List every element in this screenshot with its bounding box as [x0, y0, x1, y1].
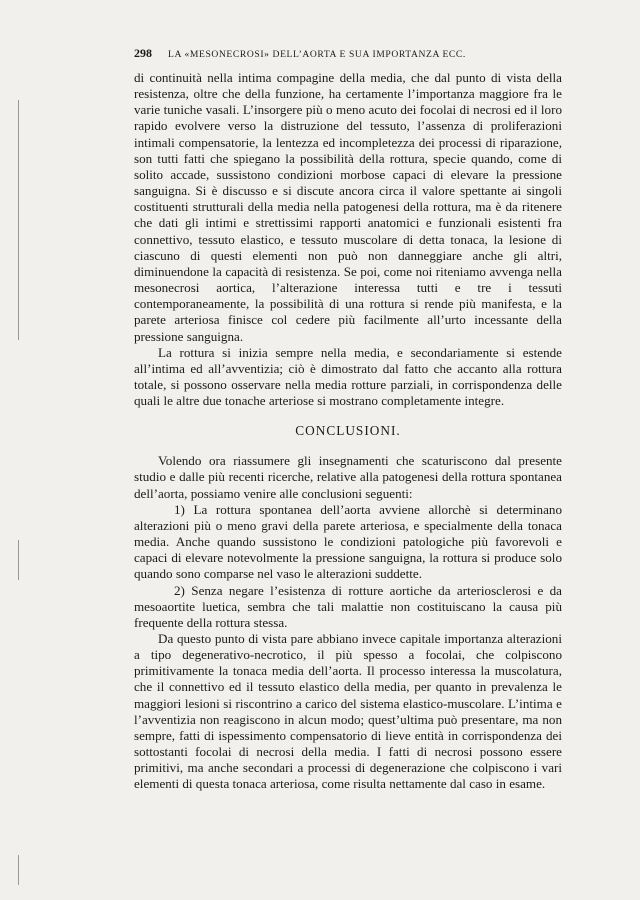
section-heading: CONCLUSIONI. [295, 423, 401, 439]
paragraph: Da questo punto di vista pare abbiano invece capitale importanza alterazioni a tipo degenerativo-necrotico, il più spesso a focolai, che colpiscono primitivamente la tonaca media dell’aorta. Il processo interessa la muscolatura, che il connettivo ed il tessuto elastico della media, per quanto in prevalenza le maggiori lesioni si riscontrino a carico del sistema elastico-muscolare. L’intima e l’avventizia non reagiscono in alcun modo; quest’ultima può presentare, ma non sempre, fatti di ispessimento compensatorio di lieve entità in corrispondenza dei sottostanti focolai di necrosi della media. I fatti di necrosi possono essere primitivi, ma anche secondari a processi di degenerazione che colpiscono i vari elementi di questa tonaca arteriosa, come risulta nettamente dal caso in esame. [134, 631, 562, 792]
scan-edge-mark [18, 100, 19, 340]
scan-edge-mark [18, 540, 19, 580]
paragraph: La rottura si inizia sempre nella media, e secondariamente si estende all’intima ed all’avventizia; ciò è dimostrato dal fatto che accanto alla rottura totale, si possono osservare nella media rotture parziali, in corrispondenza delle quali le altre due tonache arteriose si mostrano completamente integre. [134, 344, 562, 409]
paragraph: di continuità nella intima compagine della media, che dal punto di vista della resistenza, oltre che della funzione, ha certamente l’importanza maggiore fra le varie tuniche vasali. L’insorgere più o meno acuto dei focolai di necrosi ed il loro rapido evolvere verso la distruzione del tessuto, l’assenza di proliferazioni intimali compensatorie, la lentezza ed incompletezza dei processi di riparazione, son tutti fatti che spiegano la possibilità della rottura, specie quando, come di solito accade, sussistono condizioni morbose capaci di elevare la pressione sanguigna. Si è discusso e si discute ancora circa il valore spettante ai singoli costituenti strutturali della media nella patogenesi della rottura, ma è da ritenere che dati gli intimi e strettissimi rapporti anatomici e funzionali esistenti fra connettivo, tessuto elastico, e tessuto muscolare di detta tonaca, la lesione di ciascuno di questi elementi non può non danneggiare anche gli altri, diminuendone la capacità di resistenza. Se poi, come noi riteniamo avvenga nella mesonecrosi aortica, l’alterazione interessa tutti e tre i tessuti contemporaneamente, la possibilità di una rottura si rende più manifesta, e la parete arteriosa finisce col cedere più facilmente all’urto incessante della pressione sanguigna. [134, 70, 562, 344]
book-page [134, 46, 562, 793]
running-head [134, 46, 562, 70]
conclusion-item-2: 2) Senza negare l’esistenza di rotture aortiche da arteriosclerosi e da mesoaortite luetica, sembra che tali malattie non costituiscano la causa più frequente della rottura stessa. [134, 582, 562, 630]
paragraph: Volendo ora riassumere gli insegnamenti che scaturiscono dal presente studio e dalle più recenti ricerche, relative alla patogenesi della rottura spontanea dell’aorta, possiamo venire alle conclusioni seguenti: [134, 453, 562, 501]
scan-edge-mark [18, 855, 19, 885]
body-text [134, 70, 562, 793]
running-title: LA «MESONECROSI» DELL’AORTA E SUA IMPORTANZA ECC. [168, 49, 466, 60]
conclusion-item-1: 1) La rottura spontanea dell’aorta avviene allorchè si determinano alterazioni più o meno gravi della parete arteriosa, e specialmente della tonaca media. Anche quando sussistono le condizioni patologiche più favorevoli e capaci di elevare notevolmente la pressione sanguigna, la rottura si produce solo quando sono comparse nel vaso le alterazioni suddette. [134, 501, 562, 582]
page-number: 298 [134, 46, 152, 60]
